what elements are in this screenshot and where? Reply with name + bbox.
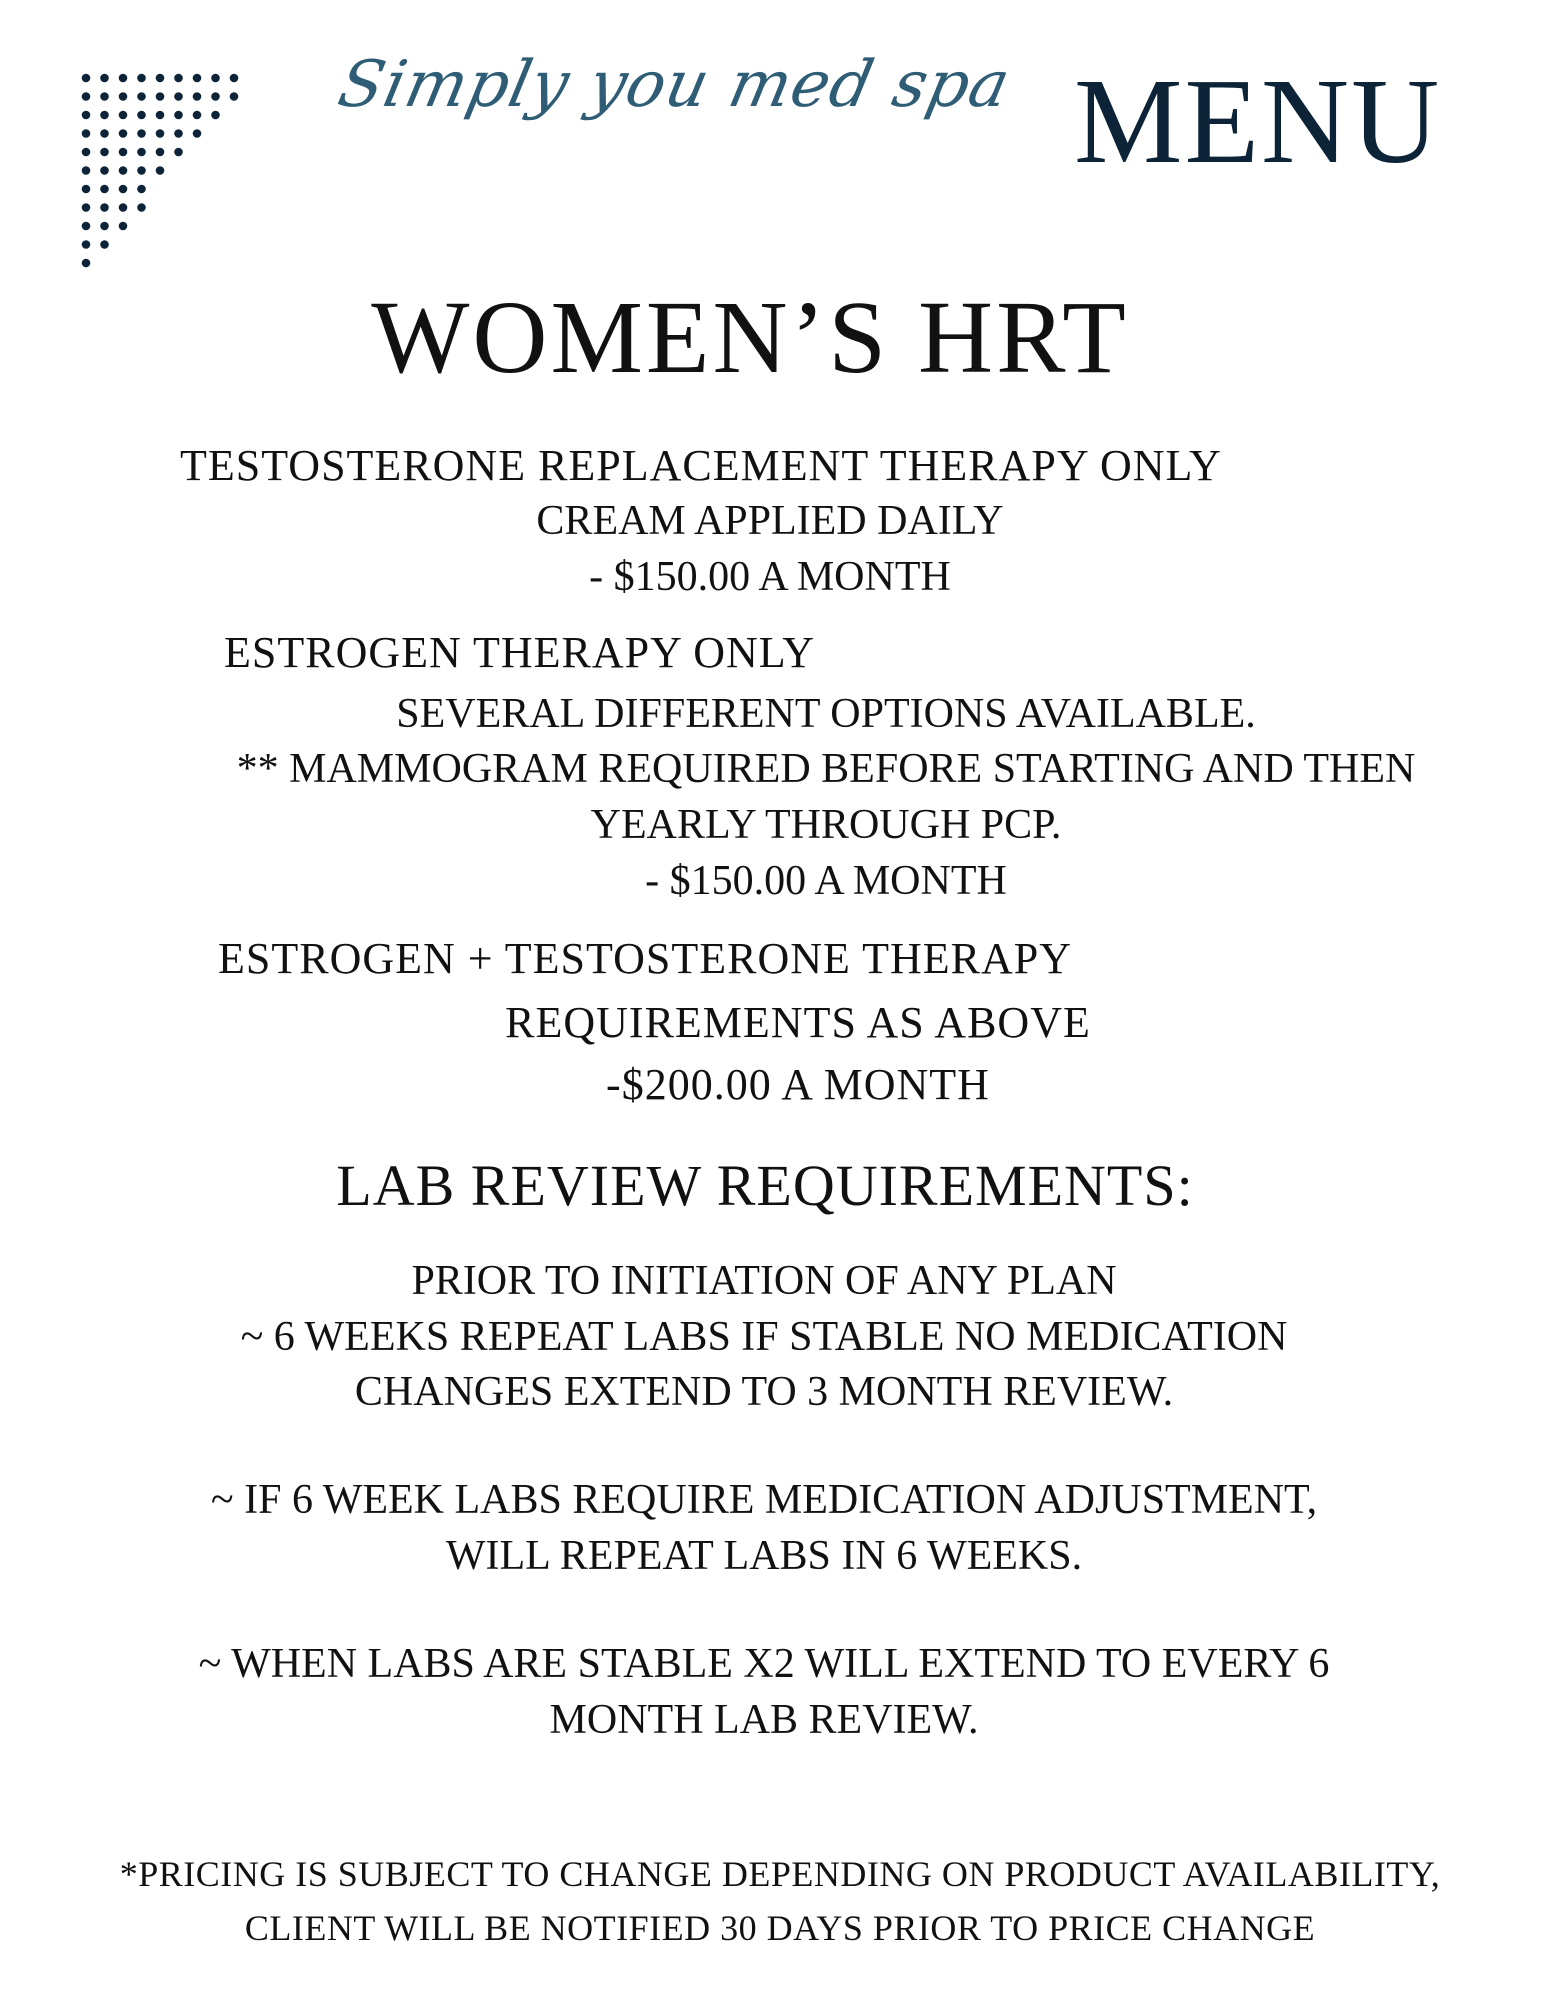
decoration-dot: [100, 148, 109, 157]
decoration-dot: [100, 111, 109, 120]
decoration-dot: [193, 129, 202, 138]
decoration-dot: [211, 92, 220, 101]
decoration-dot: [193, 74, 202, 83]
decoration-dot: [156, 74, 165, 83]
decoration-dot: [82, 166, 91, 175]
service-heading-combined: ESTROGEN + TESTOSTERONE THERAPY: [218, 934, 1072, 983]
decoration-dot: [137, 129, 146, 138]
decoration-dot: [137, 74, 146, 83]
decoration-dot: [82, 92, 91, 101]
decoration-dot: [156, 92, 165, 101]
decoration-dot: [100, 185, 109, 194]
decoration-dot: [137, 166, 146, 175]
decoration-dot: [119, 222, 128, 231]
decoration-dot: [137, 203, 146, 212]
decoration-dot: [100, 92, 109, 101]
lab-review-line: PRIOR TO INITIATION OF ANY PLAN: [411, 1258, 1117, 1304]
menu-heading: MENU: [1074, 54, 1442, 189]
decoration-dot: [82, 259, 91, 268]
service-line: ** MAMMOGRAM REQUIRED BEFORE STARTING AND THEN: [236, 746, 1416, 792]
service-price: - $150.00 A MONTH: [645, 858, 1007, 904]
decoration-dot: [100, 222, 109, 231]
page-title: WOMEN’S HRT: [371, 280, 1129, 395]
decoration-dot: [193, 111, 202, 120]
decoration-dot: [82, 74, 91, 83]
lab-review-heading: LAB REVIEW REQUIREMENTS:: [336, 1153, 1194, 1218]
decoration-dot: [193, 92, 202, 101]
decoration-dot: [82, 148, 91, 157]
pricing-footnote-line: CLIENT WILL BE NOTIFIED 30 DAYS PRIOR TO PRICE CHANGE: [244, 1908, 1316, 1948]
decoration-dot: [119, 148, 128, 157]
decoration-dot: [100, 166, 109, 175]
decoration-dot: [82, 240, 91, 249]
service-line: SEVERAL DIFFERENT OPTIONS AVAILABLE.: [396, 691, 1256, 737]
service-heading-testosterone: TESTOSTERONE REPLACEMENT THERAPY ONLY: [180, 441, 1222, 490]
decoration-dot: [174, 148, 183, 157]
decoration-dot: [137, 111, 146, 120]
decoration-dot: [137, 92, 146, 101]
decoration-dot: [174, 111, 183, 120]
decoration-dot: [137, 148, 146, 157]
dot-pattern-decoration: [80, 72, 300, 292]
decoration-dot: [230, 74, 239, 83]
decoration-dot: [137, 185, 146, 194]
service-price: - $150.00 A MONTH: [589, 554, 951, 600]
decoration-dot: [119, 166, 128, 175]
decoration-dot: [156, 129, 165, 138]
decoration-dot: [119, 203, 128, 212]
lab-review-line: ~ 6 WEEKS REPEAT LABS IF STABLE NO MEDICATION: [240, 1314, 1288, 1360]
decoration-dot: [100, 240, 109, 249]
service-line: CREAM APPLIED DAILY: [536, 498, 1004, 544]
decoration-dot: [119, 74, 128, 83]
decoration-dot: [82, 185, 91, 194]
decoration-dot: [174, 74, 183, 83]
decoration-dot: [156, 111, 165, 120]
decoration-dot: [230, 92, 239, 101]
decoration-dot: [100, 129, 109, 138]
decoration-dot: [156, 148, 165, 157]
decoration-dot: [82, 203, 91, 212]
decoration-dot: [119, 185, 128, 194]
decoration-dot: [82, 111, 91, 120]
decoration-dot: [119, 92, 128, 101]
decoration-dot: [100, 74, 109, 83]
lab-review-line: ~ WHEN LABS ARE STABLE X2 WILL EXTEND TO EVERY 6: [198, 1641, 1330, 1687]
brand-script-logo: Simply you med spa: [332, 48, 1017, 122]
decoration-dot: [174, 129, 183, 138]
decoration-dot: [82, 222, 91, 231]
service-price: -$200.00 A MONTH: [606, 1060, 990, 1109]
decoration-dot: [119, 129, 128, 138]
decoration-dot: [119, 111, 128, 120]
service-line: REQUIREMENTS AS ABOVE: [505, 998, 1091, 1047]
lab-review-line: CHANGES EXTEND TO 3 MONTH REVIEW.: [354, 1369, 1174, 1415]
service-heading-estrogen: ESTROGEN THERAPY ONLY: [224, 628, 816, 677]
decoration-dot: [100, 203, 109, 212]
pricing-footnote-line: *PRICING IS SUBJECT TO CHANGE DEPENDING ON PRODUCT AVAILABILITY,: [119, 1854, 1441, 1894]
service-line: YEARLY THROUGH PCP.: [590, 802, 1062, 848]
decoration-dot: [211, 74, 220, 83]
lab-review-line: WILL REPEAT LABS IN 6 WEEKS.: [445, 1533, 1083, 1579]
lab-review-line: ~ IF 6 WEEK LABS REQUIRE MEDICATION ADJUSTMENT,: [210, 1477, 1318, 1523]
decoration-dot: [82, 129, 91, 138]
decoration-dot: [211, 111, 220, 120]
lab-review-line: MONTH LAB REVIEW.: [549, 1697, 979, 1743]
decoration-dot: [174, 92, 183, 101]
decoration-dot: [156, 166, 165, 175]
